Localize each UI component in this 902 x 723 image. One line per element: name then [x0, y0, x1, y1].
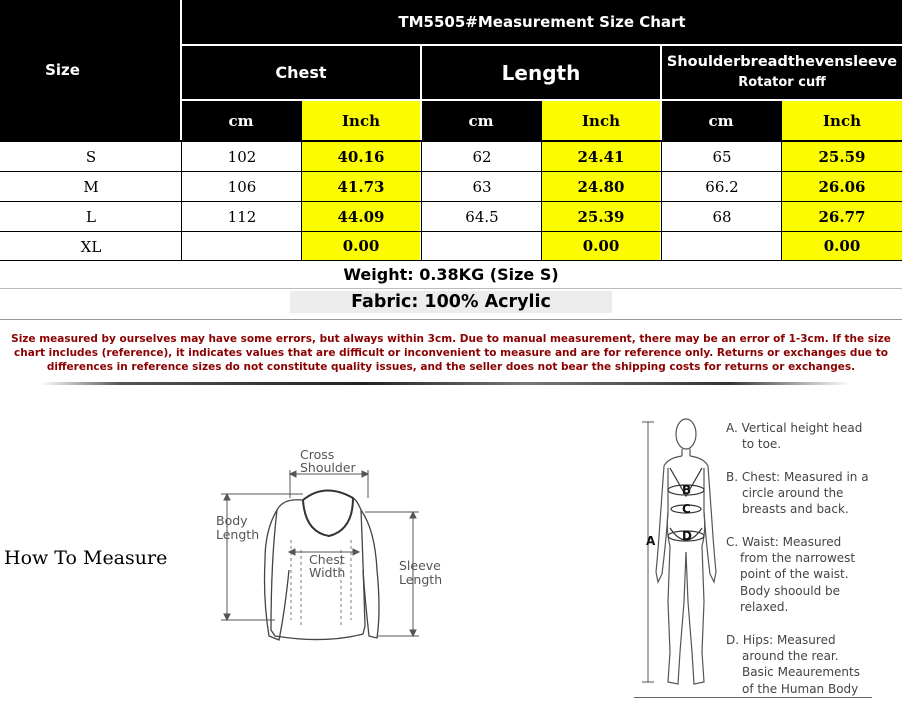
note-height: A. Vertical height head to toe. — [726, 421, 863, 452]
chest-inch-cell: 44.09 — [302, 202, 420, 232]
length-inch-cell: 24.41 — [542, 142, 660, 172]
body-diagram — [640, 412, 740, 698]
unit-inch-length: Inch — [542, 101, 660, 140]
length-cm-cell: 63 — [472, 178, 492, 196]
note-chest: B. Chest: Measured in a circle around the breasts and back. — [726, 470, 869, 517]
chest-cm-cell: 106 — [227, 178, 257, 196]
size-cell: L — [86, 208, 96, 226]
size-cell: S — [85, 148, 97, 166]
unit-cm-chest: cm — [182, 101, 300, 140]
row-divider — [0, 231, 902, 232]
shoulder-sleeve-header — [662, 46, 902, 99]
row-divider — [0, 260, 902, 261]
disclaimer-text: Size measured by ourselves may have some errors, but always within 3cm. Due to manual measurement, there may be an error of 1-3cm. If the size chart includes (reference), it indicates values that are difficult or inconvenient to measure and are for reference only. Returns or exchanges due to differences in reference sizes do not constitute quality issues, and the seller does not bear the shipping costs for returns or exchanges. — [11, 333, 891, 373]
sleeve-inch-cell: 26.77 — [782, 202, 902, 232]
size-header: Size — [0, 0, 125, 140]
unit-cm-length: cm — [422, 101, 540, 140]
length-cm-cell: 62 — [472, 148, 492, 166]
point-b-label: B — [682, 483, 692, 497]
chest-cm-cell — [182, 232, 302, 262]
unit-inch-sleeve: Inch — [782, 101, 902, 140]
col-divider — [781, 140, 782, 261]
weight-text: Weight: 0.38KG (Size S) — [343, 265, 559, 284]
sleeve-length-label: Sleeve — [399, 558, 441, 573]
header-divider — [182, 44, 902, 46]
sweater-diagram — [205, 440, 455, 650]
chart-title: TM5505#Measurement Size Chart — [182, 0, 902, 44]
row-divider — [0, 140, 902, 142]
chest-inch-cell: 41.73 — [302, 172, 420, 202]
length-inch-cell: 24.80 — [542, 172, 660, 202]
size-cell: XL — [80, 238, 102, 256]
length-inch-cell: 0.00 — [542, 232, 660, 260]
how-to-measure-label: How To Measure — [4, 547, 168, 569]
chest-cm-cell: 112 — [227, 208, 257, 226]
sleeve-inch-cell: 0.00 — [782, 232, 902, 260]
chest-cm-cell: 102 — [227, 148, 257, 166]
rotator-cuff-label: Rotator cuff — [738, 74, 826, 90]
length-header: Length — [422, 46, 660, 99]
chest-width-label: Chest — [309, 552, 345, 567]
shoulder-sleeve-label: Shoulderbreadthevensleeve — [666, 53, 898, 70]
chest-inch-cell: 40.16 — [302, 142, 420, 172]
point-c-label: C — [682, 502, 691, 516]
sleeve-cm-cell: 66.2 — [705, 178, 739, 196]
chest-inch-cell: 0.00 — [302, 232, 420, 260]
length-cm-cell — [422, 232, 542, 262]
col-divider — [541, 140, 542, 261]
body-notes — [726, 420, 898, 702]
cross-shoulder-label: Cross — [300, 447, 335, 462]
size-cell: M — [83, 178, 99, 196]
sleeve-length-label: Length — [399, 572, 443, 587]
body-diagram-baseline — [634, 697, 872, 698]
fabric-text: Fabric: 100% Acrylic — [351, 292, 551, 312]
point-d-label: D — [682, 529, 692, 543]
sleeve-cm-cell: 65 — [712, 148, 732, 166]
col-divider — [421, 140, 422, 261]
body-length-label: Body — [216, 513, 248, 528]
body-length-label: Length — [216, 527, 260, 542]
unit-inch-chest: Inch — [302, 101, 420, 140]
sleeve-cm-cell — [662, 232, 782, 262]
point-a-label: A — [646, 534, 656, 548]
col-divider — [661, 140, 662, 261]
divider-strip — [40, 382, 850, 385]
sleeve-inch-cell: 25.59 — [782, 142, 902, 172]
length-inch-cell: 25.39 — [542, 202, 660, 232]
note-hips: D. Hips: Measured around the rear. Basic Meaurements of the Human Body — [726, 633, 860, 696]
row-divider — [0, 171, 902, 172]
unit-cm-sleeve: cm — [662, 101, 780, 140]
sleeve-cm-cell: 68 — [712, 208, 732, 226]
col-divider — [181, 140, 182, 261]
chest-width-label: Width — [309, 565, 346, 580]
cross-shoulder-label: Shoulder — [300, 460, 356, 475]
sleeve-inch-cell: 26.06 — [782, 172, 902, 202]
chest-header: Chest — [182, 46, 420, 99]
col-divider — [301, 140, 302, 261]
row-divider — [0, 201, 902, 202]
row-divider — [0, 319, 902, 320]
note-waist: C. Waist: Measured from the narrowest point of the waist. Body shoould be relaxed. — [726, 535, 856, 614]
length-cm-cell: 64.5 — [465, 208, 499, 226]
